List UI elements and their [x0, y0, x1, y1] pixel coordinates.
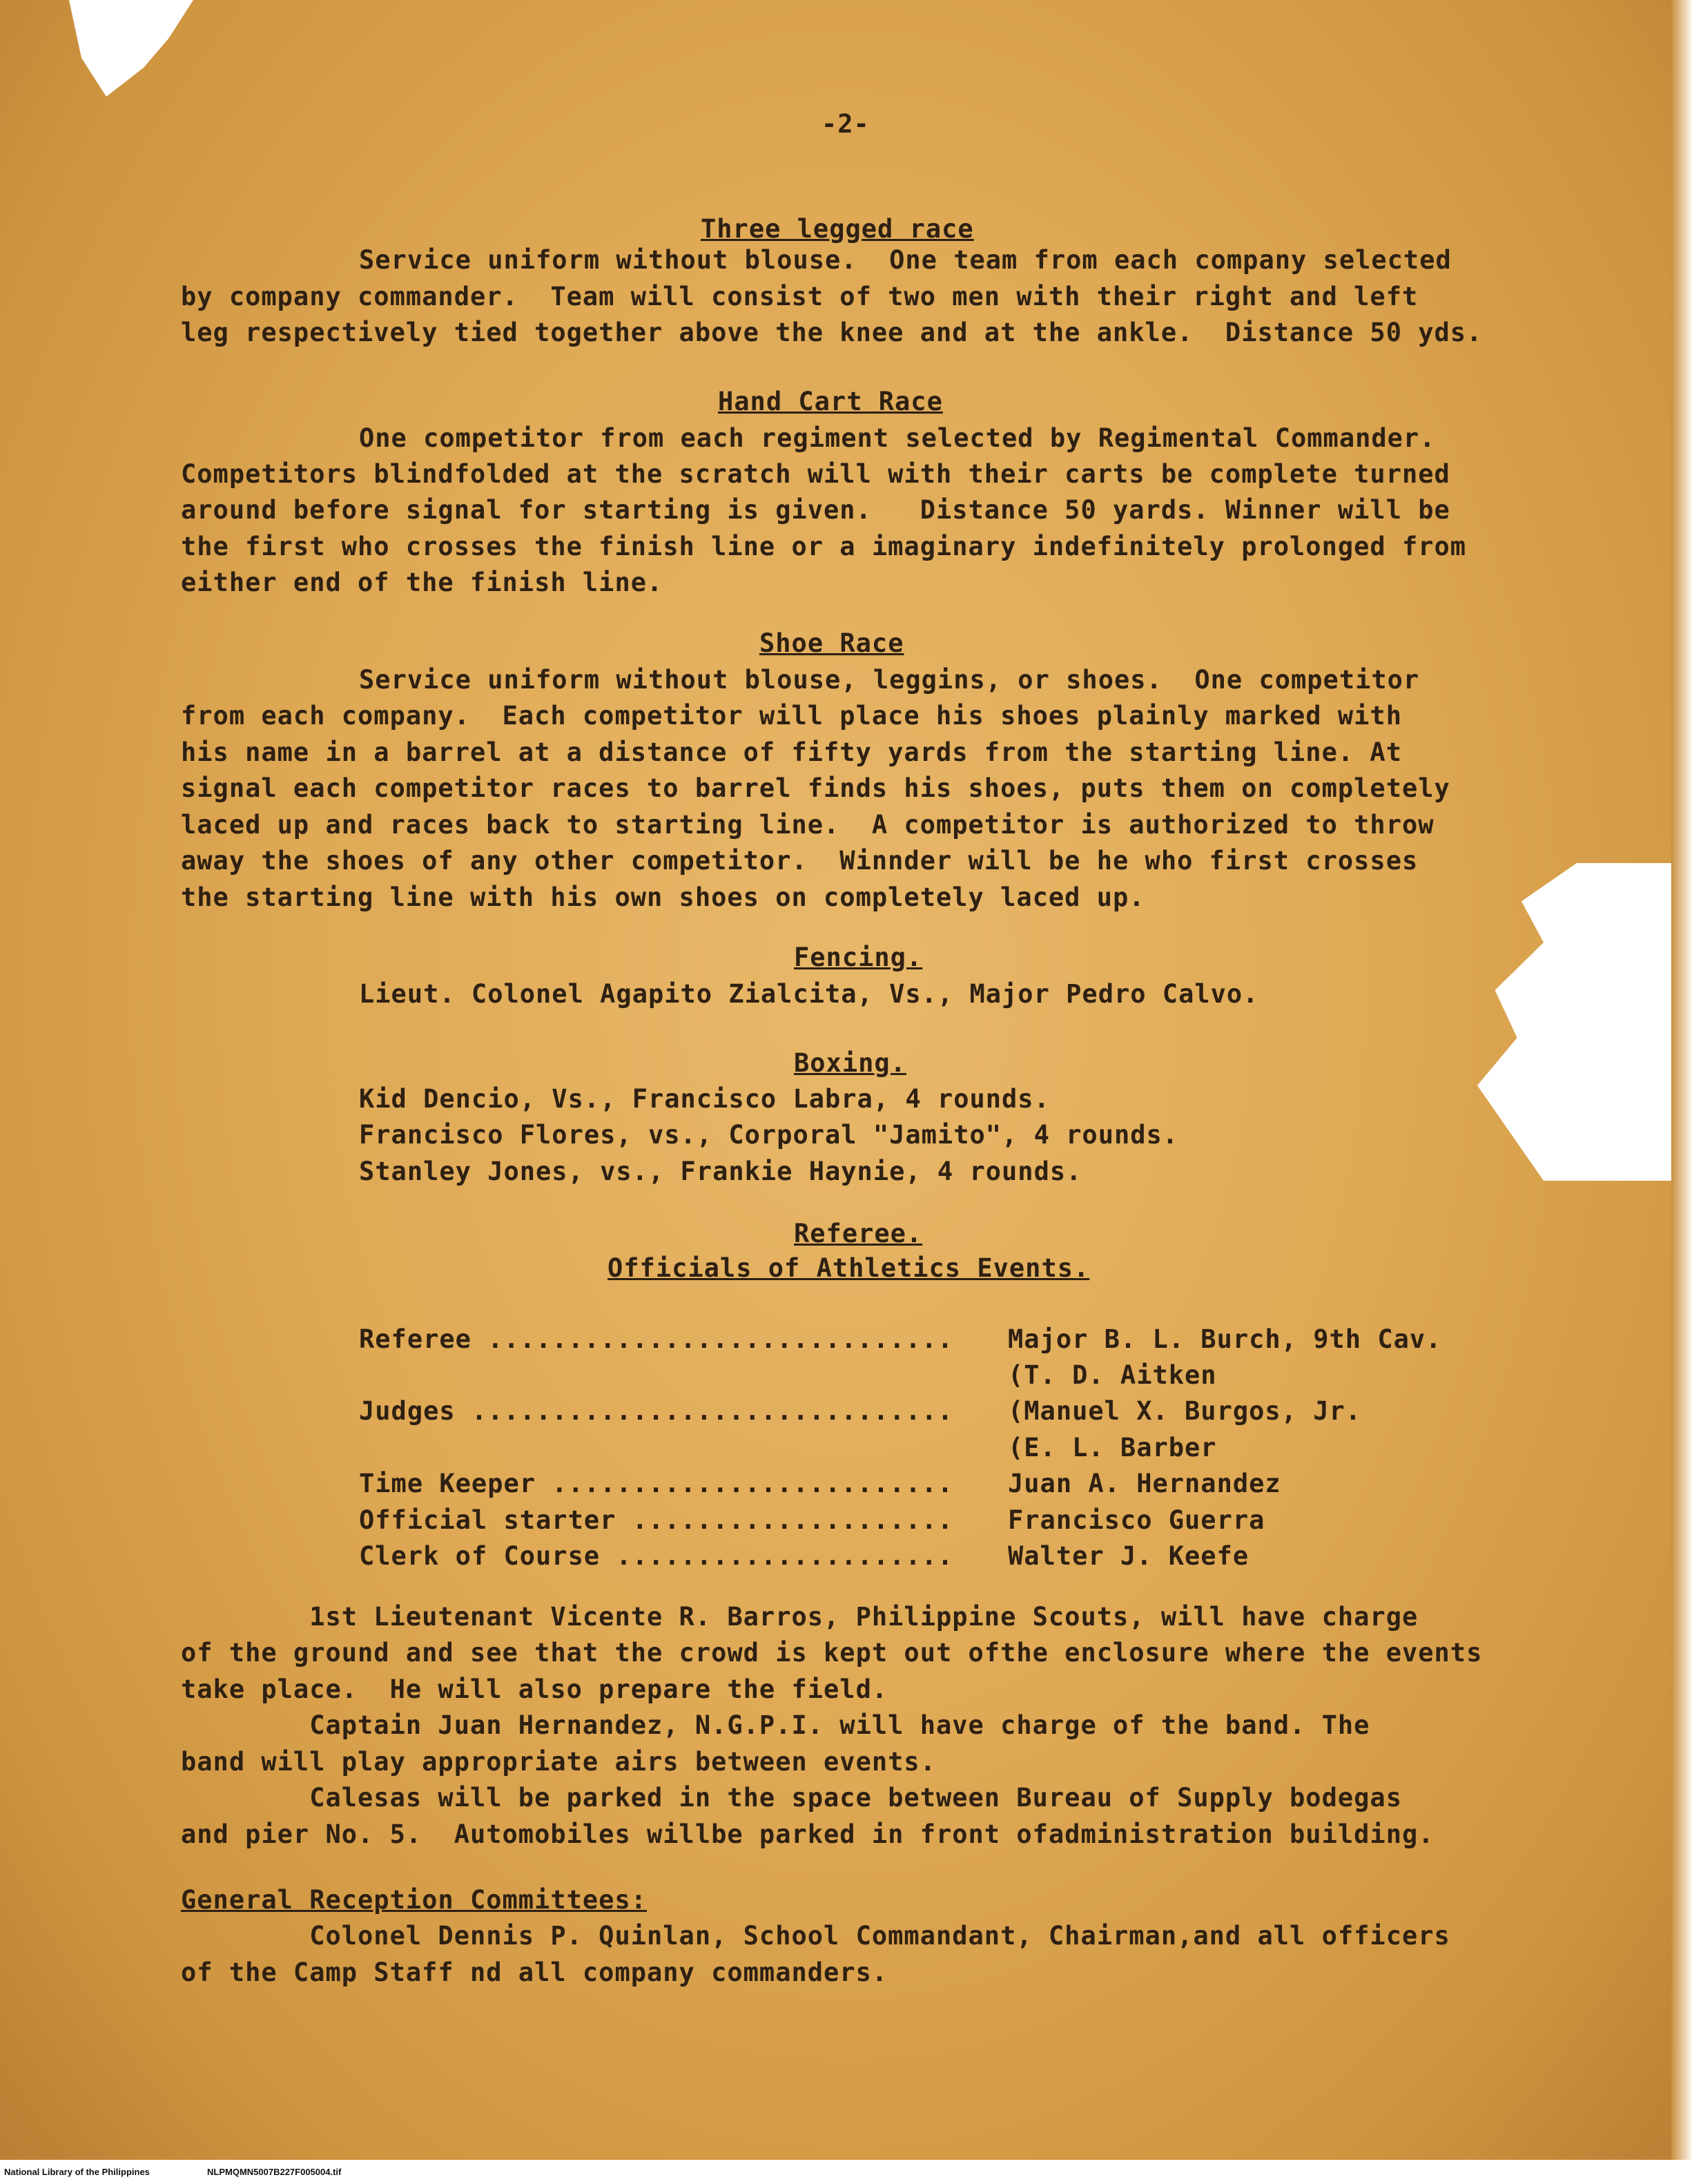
official-role: Referee .............................	[359, 1324, 954, 1354]
official-name: Juan A. Hernandez	[1008, 1469, 1281, 1498]
hand-cart-line: Competitors blindfolded at the scratch will with their carts be complete turned	[181, 459, 1450, 489]
official-name: Major B. L. Burch, 9th Cav.	[1008, 1324, 1442, 1354]
boxing-line: Francisco Flores, vs., Corporal "Jamito", 4 rounds.	[359, 1120, 1179, 1150]
hand-cart-line: around before signal for starting is given. Distance 50 yards. Winner will be	[181, 495, 1450, 525]
closing-line: band will play appropriate airs between events.	[181, 1747, 936, 1777]
hand-cart-heading: Hand Cart Race	[718, 387, 943, 416]
shoe-race-line: away the shoes of any other competitor. Winnder will be he who first crosses	[181, 846, 1419, 876]
closing-line: Calesas will be parked in the space between Bureau of Supply bodegas	[181, 1783, 1402, 1813]
official-role: Official starter ....................	[359, 1505, 954, 1535]
shoe-race-line: Service uniform without blouse, leggins, or shoes. One competitor	[359, 665, 1420, 695]
three-legged-heading: Three legged race	[701, 214, 974, 244]
official-name: Francisco Guerra	[1008, 1505, 1265, 1535]
archive-footer	[0, 2160, 1692, 2184]
closing-line: of the ground and see that the crowd is kept out ofthe enclosure where the events	[181, 1638, 1483, 1668]
closing-line: and pier No. 5. Automobiles willbe parked in front ofadministration building.	[181, 1819, 1435, 1849]
official-name: (T. D. Aitken	[1008, 1360, 1217, 1390]
fencing-heading: Fencing.	[794, 943, 923, 972]
reception-line: Colonel Dennis P. Quinlan, School Commandant, Chairman,and all officers	[181, 1921, 1450, 1951]
hand-cart-line: either end of the finish line.	[181, 568, 663, 597]
fencing-line: Lieut. Colonel Agapito Zialcita, Vs., Major Pedro Calvo.	[359, 979, 1259, 1009]
official-name: Walter J. Keefe	[1008, 1541, 1249, 1571]
three-legged-line: Service uniform without blouse. One team from each company selected	[359, 245, 1452, 275]
official-name: (E. L. Barber	[1008, 1433, 1217, 1462]
reception-heading: General Reception Committees:	[181, 1885, 648, 1915]
closing-line: take place. He will also prepare the field.	[181, 1674, 888, 1704]
paper-edge	[1671, 0, 1692, 2184]
hand-cart-line: the first who crosses the finish line or a imaginary indefinitely prolonged from	[181, 532, 1467, 561]
page-number: -2-	[821, 109, 870, 139]
boxing-line: Stanley Jones, vs., Frankie Haynie, 4 rounds.	[359, 1157, 1082, 1186]
shoe-race-line: from each company. Each competitor will place his shoes plainly marked with	[181, 701, 1402, 731]
torn-corner	[69, 0, 193, 97]
three-legged-line: by company commander. Team will consist of two men with their right and left	[181, 282, 1419, 311]
shoe-race-line: his name in a barrel at a distance of fifty yards from the starting line. At	[181, 737, 1402, 767]
three-legged-line: leg respectively tied together above the knee and at the ankle. Distance 50 yds.	[181, 318, 1483, 347]
file-id: NLPMQMN5007B227F005004.tif	[207, 2167, 342, 2177]
shoe-race-heading: Shoe Race	[759, 628, 904, 658]
official-role: Time Keeper .........................	[359, 1469, 954, 1498]
referee-heading: Referee.	[794, 1219, 923, 1248]
closing-line: Captain Juan Hernandez, N.G.P.I. will have charge of the band. The	[181, 1710, 1370, 1740]
torn-edge	[1477, 863, 1692, 1181]
hand-cart-line: One competitor from each regiment selected by Regimental Commander.	[359, 423, 1436, 453]
officials-heading: Officials of Athletics Events.	[607, 1253, 1090, 1283]
closing-line: 1st Lieutenant Vicente R. Barros, Philippine Scouts, will have charge	[181, 1602, 1419, 1632]
shoe-race-line: laced up and races back to starting line. A competitor is authorized to throw	[181, 810, 1435, 840]
official-name: (Manuel X. Burgos, Jr.	[1008, 1396, 1362, 1426]
boxing-heading: Boxing.	[794, 1048, 906, 1078]
shoe-race-line: the starting line with his own shoes on completely laced up.	[181, 882, 1145, 912]
official-role: Clerk of Course .....................	[359, 1541, 954, 1571]
official-role: Judges ..............................	[359, 1396, 954, 1426]
reception-line: of the Camp Staff nd all company commanders.	[181, 1958, 888, 1987]
library-label: National Library of the Philippines	[4, 2167, 150, 2177]
shoe-race-line: signal each competitor races to barrel finds his shoes, puts them on completely	[181, 773, 1450, 803]
boxing-line: Kid Dencio, Vs., Francisco Labra, 4 rounds.	[359, 1084, 1050, 1114]
